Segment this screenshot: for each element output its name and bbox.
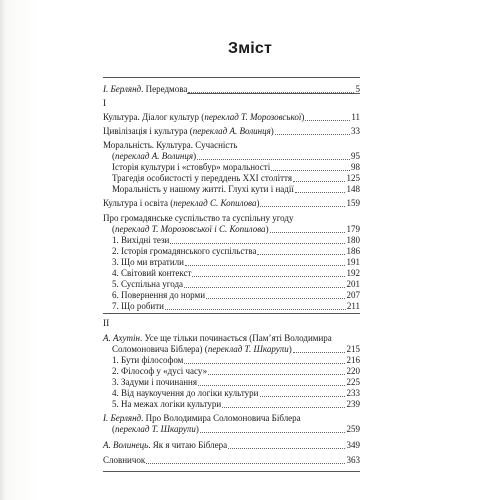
toc-entry-page: 180	[346, 235, 360, 245]
toc-entry[interactable]	[0, 84, 500, 95]
dot-leader	[270, 232, 345, 233]
toc-entry[interactable]	[0, 377, 500, 388]
toc-entry[interactable]	[0, 455, 500, 466]
toc-entry-page: 148	[346, 184, 360, 194]
dot-leader	[228, 448, 345, 449]
page-title: Зміст	[227, 40, 273, 57]
toc-entry[interactable]	[0, 366, 500, 377]
toc-entry-title: 7. Що робити	[112, 301, 164, 311]
toc-entry[interactable]	[0, 333, 500, 344]
toc-entry[interactable]	[0, 399, 500, 410]
toc-entry[interactable]	[0, 413, 500, 424]
dot-leader	[275, 134, 350, 135]
toc-entry[interactable]	[0, 235, 500, 246]
toc-entry-page: 11	[351, 112, 360, 122]
toc-entry-title: (переклад Т. Шкаруπи)	[112, 424, 199, 434]
toc-entry[interactable]	[0, 184, 500, 195]
toc-entry-page: 233	[346, 388, 360, 398]
toc-entry-title: 2. Історія громадянського суспільства	[112, 246, 257, 256]
toc-entry-title: І. Берлянд. Передмова	[103, 84, 188, 94]
dot-leader	[184, 363, 345, 364]
toc-entry-title: Моральність у нашому житті. Глухі кути і надії	[112, 184, 294, 194]
dot-leader	[165, 309, 346, 310]
toc-entry-page: 33	[351, 126, 360, 136]
toc-entry-page: 239	[346, 399, 360, 409]
toc-entry[interactable]	[0, 112, 500, 123]
toc-entry[interactable]	[0, 257, 500, 268]
dot-leader	[206, 298, 345, 299]
toc-entry[interactable]	[0, 268, 500, 279]
toc-entry-page: 201	[346, 279, 360, 289]
toc-entry-page: 186	[346, 246, 360, 256]
toc-entry-title: Цивілізація і культура (переклад А. Волинця)	[103, 126, 274, 136]
toc-entry-title: І. Берлянд. Про Володимира Соломоновича Біблера	[103, 413, 301, 423]
toc-entry-title: 2. Філософ у «дусі часу»	[112, 366, 208, 376]
bottom-rule	[103, 471, 360, 472]
dot-leader	[295, 192, 345, 193]
toc-entry-page: 192	[346, 268, 360, 278]
toc-entry-title: 1. Бути філософом	[112, 355, 184, 365]
toc-entry-title: (переклад А. Волинця)	[112, 151, 197, 161]
toc-entry-page: 5	[355, 84, 360, 94]
dot-leader	[260, 206, 345, 207]
toc-entry[interactable]	[0, 151, 500, 162]
toc-entry-title: Соломоновича Біблера) (переклад Т. Шкаруπи)	[112, 344, 292, 354]
toc-entry[interactable]	[0, 198, 500, 209]
toc-entry-page: 191	[346, 257, 360, 267]
toc-entry[interactable]	[0, 279, 500, 290]
toc-entry-title: 4. Від наукоучення до логіки культури	[112, 388, 259, 398]
toc-entry-page: 349	[346, 440, 360, 450]
dot-leader	[197, 159, 350, 160]
toc-entry[interactable]	[0, 126, 500, 137]
toc-entry-title: 1. Вихідні тези	[112, 235, 170, 245]
toc-entry-page: 220	[346, 366, 360, 376]
toc-entry[interactable]	[0, 424, 500, 435]
toc-entry-title: 6. Повернення до норми	[112, 290, 206, 300]
toc-entry[interactable]	[0, 140, 500, 151]
toc-entry-page: 363	[346, 455, 360, 465]
dot-leader	[260, 396, 345, 397]
dot-leader	[293, 352, 345, 353]
toc-entry[interactable]	[0, 162, 500, 173]
toc-entry-page: 179	[346, 224, 360, 234]
toc-entry[interactable]	[0, 213, 500, 224]
dot-leader	[188, 92, 354, 93]
dot-leader	[170, 243, 345, 244]
toc-entry-title: Історія культури і «стовбур» моральності	[112, 162, 271, 172]
dot-leader	[208, 374, 345, 375]
toc-entry-page: 98	[351, 162, 360, 172]
section-heading: І	[103, 99, 107, 109]
toc-entry-title: Моральність. Культура. Сучасність	[103, 140, 238, 150]
dot-leader	[222, 407, 345, 408]
toc-entry-title: Трагедія особистості у переддень XXI століття	[112, 173, 292, 183]
section-heading: ІІ	[103, 319, 110, 329]
dot-leader	[257, 254, 345, 255]
section-rule	[103, 313, 360, 314]
toc-entry[interactable]	[0, 344, 500, 355]
dot-leader	[146, 463, 345, 464]
dot-leader	[185, 265, 345, 266]
toc-entry-title: Словничок	[103, 455, 146, 465]
toc-entry-page: 95	[351, 151, 360, 161]
dot-leader	[200, 432, 345, 433]
toc-entry-title: А. Ахутін. Усе ще тільки починається (Пам’яті Володимира	[103, 333, 332, 343]
dot-leader	[305, 120, 350, 121]
toc-entry[interactable]	[0, 301, 500, 312]
toc-entry[interactable]	[0, 246, 500, 257]
dot-leader	[293, 181, 345, 182]
top-rule	[103, 77, 360, 78]
toc-entry-page: 125	[346, 173, 360, 183]
toc-entry-page: 259	[346, 424, 360, 434]
toc-entry-title: 5. На межах логіки культури	[112, 399, 222, 409]
toc-entry-title: 3. Задуми і починання	[112, 377, 197, 387]
toc-entry[interactable]	[0, 355, 500, 366]
toc-entry-title: Культура. Діалог культур (переклад Т. Морозовської)	[103, 112, 305, 122]
toc-entry[interactable]	[0, 224, 500, 235]
toc-entry-page: 215	[346, 344, 360, 354]
dot-leader	[198, 385, 345, 386]
dot-leader	[192, 276, 345, 277]
toc-entry-page: 159	[346, 198, 360, 208]
dot-leader	[271, 170, 350, 171]
toc-entry-title: 5. Суспільна угода	[112, 279, 184, 289]
toc-entry[interactable]	[0, 173, 500, 184]
toc-entry-title: А. Волинець. Як я читаю Біблера	[103, 440, 228, 450]
toc-entry[interactable]	[0, 440, 500, 451]
toc-entry-title: (переклад Т. Морозовської і С. Копилова)	[112, 224, 269, 234]
toc-entry-page: 211	[346, 301, 360, 311]
dot-leader	[184, 287, 345, 288]
toc-entry-title: 4. Світовий контекст	[112, 268, 192, 278]
toc-entry-title: Про громадянське суспільство та суспільну угоду	[103, 213, 294, 223]
toc-entry-page: 216	[346, 355, 360, 365]
toc-entry-title: 3. Що ми втратили	[112, 257, 184, 267]
toc-entry[interactable]	[0, 388, 500, 399]
toc-entry[interactable]	[0, 290, 500, 301]
toc-entry-page: 225	[346, 377, 360, 387]
toc-entry-page: 207	[346, 290, 360, 300]
toc-entry-title: Культура і освіта (переклад С. Копилова)	[103, 198, 260, 208]
